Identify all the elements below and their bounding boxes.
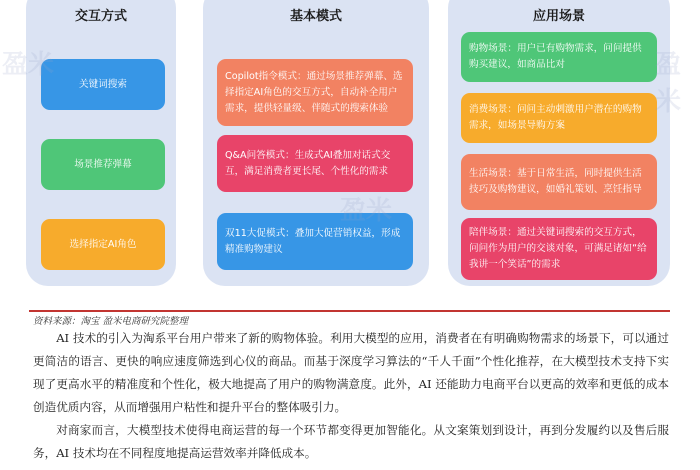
card-label: 消费场景：问问主动刺激用户潜在的购物需求，如场景导购方案 xyxy=(469,104,642,131)
panel-scenarios xyxy=(448,0,670,286)
card-shopping-scene xyxy=(461,32,657,82)
panel-interaction xyxy=(26,0,176,286)
card-qa-mode xyxy=(217,135,413,192)
source-caption: 资料来源：淘宝 盈米电商研究院整理 xyxy=(33,316,189,327)
source-divider xyxy=(29,310,670,312)
card-label: 关键词搜索 xyxy=(79,78,127,90)
card-label: 场景推荐弹幕 xyxy=(74,158,132,170)
body-text xyxy=(33,327,669,465)
paragraph-ai-experience: AI 技术的引入为淘系平台用户带来了新的购物体验。利用大模型的应用，消费者在有明确购物需求的场景下，可以通过更简洁的语言、更快的响应速度筛选到心仪的商品。而基于深度学习算法的“千人千面”个性化推荐，在大模型技术支持下实现了更高水平的精准度和个性化，极大地提高了用户的购物满意度。此外，AI 还能助力电商平台以更高的效率和更低的成本创造优质内容，从而增强用户粘性和提升平台的整体吸引力。 xyxy=(33,331,669,414)
card-label: 购物场景：用户已有购物需求，问问提供购买建议，如商品比对 xyxy=(469,43,642,70)
card-label: 陪伴场景：通过关键词搜索的交互方式，问问作为用户的交谈对象，可满足诸如“给我讲一个笑话”的需求 xyxy=(469,227,647,270)
card-label: 双11大促模式：叠加大促营销权益，形成精准购物建议 xyxy=(225,227,401,255)
card-copilot-mode xyxy=(217,59,413,126)
panel-title-scenarios: 应用场景 xyxy=(532,9,585,24)
card-scene-barrage xyxy=(41,139,165,190)
watermark: 盈米 xyxy=(2,50,55,80)
card-ai-role xyxy=(41,219,165,270)
card-keyword-search xyxy=(41,59,165,110)
card-companion-scene xyxy=(461,218,657,280)
card-label: 选择指定AI角色 xyxy=(69,238,137,250)
card-label: Q&A问答模式：生成式AI叠加对话式交互，满足消费者更长尾、个性化的需求 xyxy=(225,149,391,177)
paragraph-merchants: 对商家而言，大模型技术使得电商运营的每一个环节都变得更加智能化。从文案策划到设计，再到分发履约以及售后服务，AI 技术均在不同程度地提高运营效率并降低成本。 xyxy=(33,423,669,460)
card-consumption-scene xyxy=(461,93,657,143)
panel-modes xyxy=(203,0,429,286)
panel-title-modes: 基本模式 xyxy=(289,9,342,24)
panel-title-interaction: 交互方式 xyxy=(74,9,127,24)
card-life-scene xyxy=(461,154,657,210)
watermark: 盈米 xyxy=(655,50,682,117)
card-label: Copilot指令模式：通过场景推荐弹幕、选择指定AI角色的交互方式，自动补全用户需求，提供轻量级、伴随式的搜索体验 xyxy=(225,70,403,114)
watermark: 盈米 xyxy=(340,196,393,226)
card-label: 生活场景：基于日常生活，同时提供生活技巧及购物建议，如婚礼策划、烹饪指导 xyxy=(469,168,642,195)
